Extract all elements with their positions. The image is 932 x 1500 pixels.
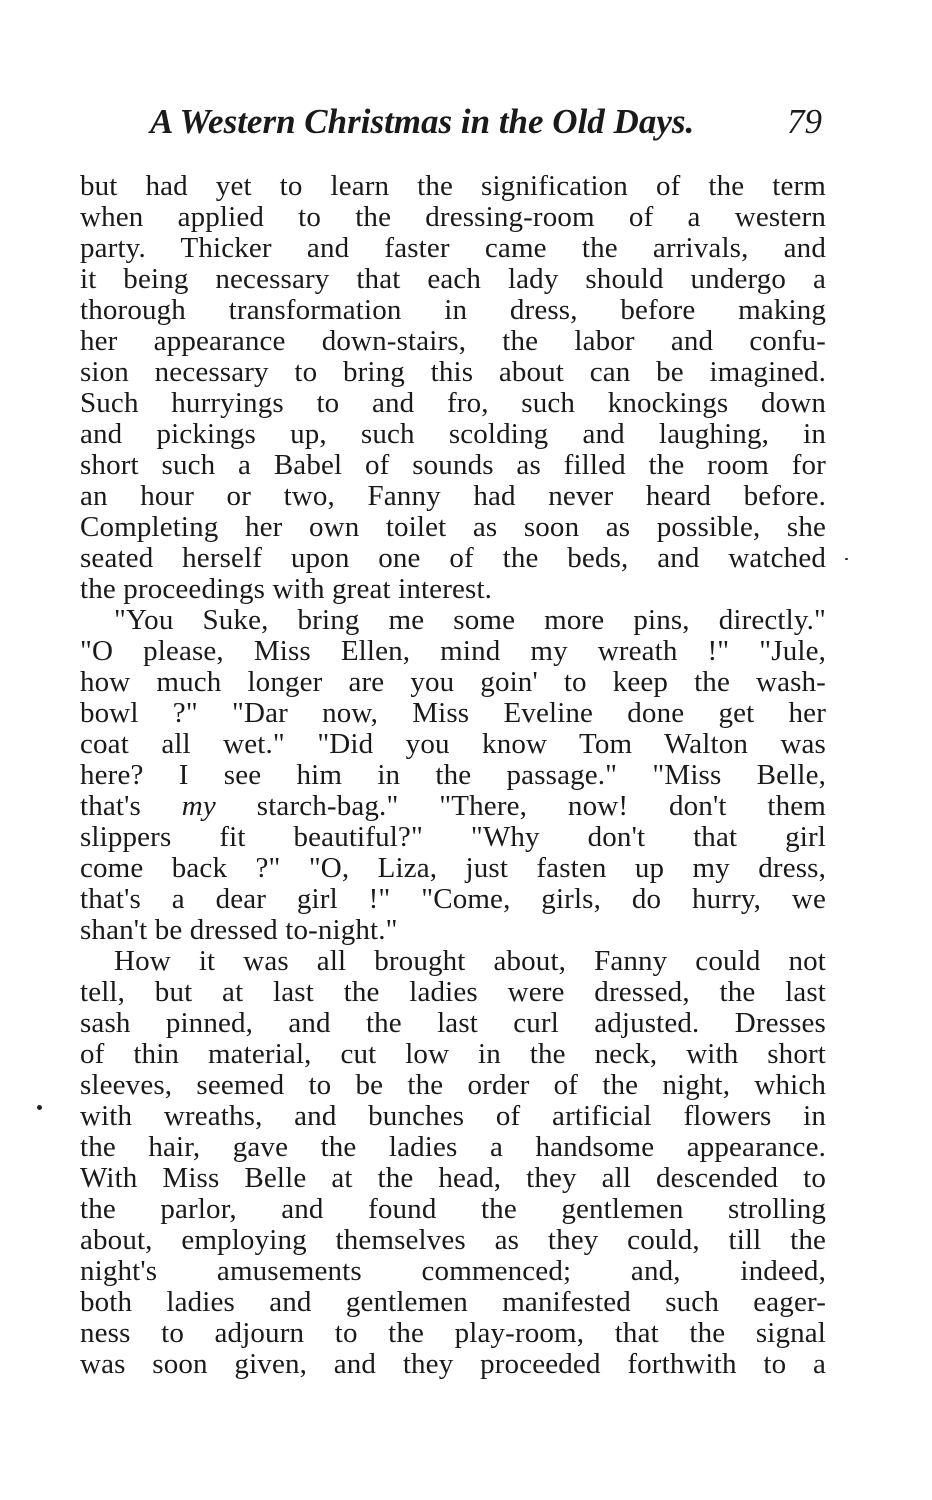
text-line: How it was all brought about, Fanny could not: [114, 945, 826, 977]
text-line: night's amusements commenced; and, indeed,: [80, 1255, 826, 1287]
text-line: here? I see him in the passage." "Miss Belle,: [80, 759, 826, 791]
running-title: A Western Christmas in the Old Days.: [150, 102, 695, 141]
running-head: [150, 100, 830, 144]
text-line: sleeves, seemed to be the order of the night, which: [80, 1069, 826, 1101]
text-line: "You Suke, bring me some more pins, directly.": [114, 604, 826, 636]
text-line: coat all wet." "Did you know Tom Walton was: [80, 728, 826, 760]
text-line: shan't be dressed to-night.": [80, 914, 398, 946]
text-line: come back ?" "O, Liza, just fasten up my dress,: [80, 852, 826, 884]
text-line: was soon given, and they proceeded forthwith to a: [80, 1348, 826, 1380]
text-line: that's a dear girl !" "Come, girls, do hurry, we: [80, 883, 826, 915]
text-line: ness to adjourn to the play-room, that the signal: [80, 1317, 826, 1349]
body-text: [80, 171, 826, 1380]
text-line: how much longer are you goin' to keep the wash-: [80, 666, 826, 698]
text-line: it being necessary that each lady should undergo a: [80, 263, 826, 295]
page-number: 79: [787, 102, 822, 141]
text-line: bowl ?" "Dar now, Miss Eveline done get her: [80, 697, 826, 729]
text-line: slippers fit beautiful?" "Why don't that girl: [80, 821, 826, 853]
text-line: "O please, Miss Ellen, mind my wreath !" "Jule,: [80, 635, 826, 667]
text-line: the proceedings with great interest.: [80, 573, 493, 605]
text-line: when applied to the dressing-room of a western: [80, 201, 826, 233]
text-line: short such a Babel of sounds as filled the room for: [80, 449, 826, 481]
text-fragment: starch-bag." "There, now! don't them: [256, 790, 826, 822]
text-line-mixed: [80, 791, 826, 822]
text-line: her appearance down-stairs, the labor and confu-: [80, 325, 826, 357]
text-line: seated herself upon one of the beds, and watched: [80, 542, 826, 574]
text-line: with wreaths, and bunches of artificial flowers in: [80, 1100, 826, 1132]
text-line: of thin material, cut low in the neck, with short: [80, 1038, 826, 1070]
text-fragment: that's: [80, 790, 141, 822]
text-line: sion necessary to bring this about can be imagined.: [80, 356, 826, 388]
text-line: the hair, gave the ladies a handsome appearance.: [80, 1131, 826, 1163]
text-line: Such hurryings to and fro, such knockings down: [80, 387, 826, 419]
text-line: the parlor, and found the gentlemen strolling: [80, 1193, 826, 1225]
text-line: but had yet to learn the signification of the term: [80, 170, 826, 202]
text-line: With Miss Belle at the head, they all descended to: [80, 1162, 826, 1194]
text-line: thorough transformation in dress, before making: [80, 294, 826, 326]
emphasis-word: my: [181, 790, 216, 822]
text-line: about, employing themselves as they could, till the: [80, 1224, 826, 1256]
ink-speck: [37, 1105, 42, 1110]
text-line: and pickings up, such scolding and laughing, in: [80, 418, 826, 450]
text-line: both ladies and gentlemen manifested such eager-: [80, 1286, 826, 1318]
text-line: Completing her own toilet as soon as possible, she: [80, 511, 826, 543]
text-line: an hour or two, Fanny had never heard before.: [80, 480, 826, 512]
ink-speck: [845, 558, 848, 560]
text-line: party. Thicker and faster came the arrivals, and: [80, 232, 826, 264]
text-line: sash pinned, and the last curl adjusted. Dresses: [80, 1007, 826, 1039]
text-line: tell, but at last the ladies were dressed, the last: [80, 976, 826, 1008]
